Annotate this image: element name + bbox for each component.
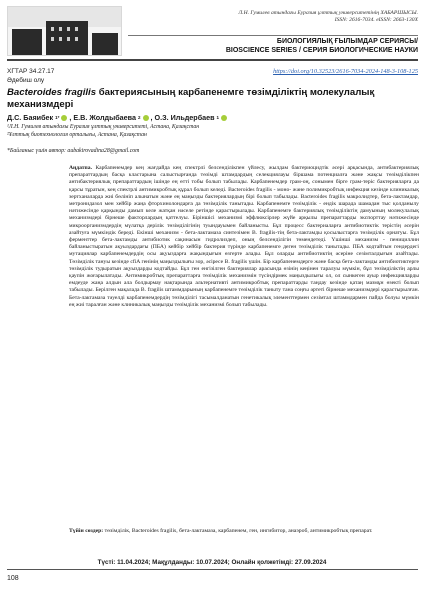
author-1: Д.С. Баяибек — [7, 113, 54, 122]
author-2-sup: 2 — [138, 115, 141, 120]
abstract-text: Карбапенемдер кең жағдайда кең спектрлі белсенділікпен үйлесу, жылдам бактериоцидтік әсері арқасында, антибактериялық препараттардың басқа кластарына салыстырғанда төзімді штамдардың селекциялауы біршама потенциалға және жақсы төзімділікпен антибактериялық препараттардың ішінде ең өтті тобы болып табылады. Карбапенемдер грам-оң, сонымен бірге грам-теріс бактерияларға да қарсы тұратын, кең спектрлі антимикробтық құрал болып келеді. Bacteroides fragilis - моно- және полимикробтық инфекция кезінде клиникалық зертханаларда жиі бөлініп алынатын және ең маңызды бактериялардың бірі болып табылады. Bacteroides fragilis макролидтер, бета-лактамдар, метронидазол мен хейбір жаңа фторхинолондарға да төзімділік танытады. Карбапенемге төзімділік - ендік шарада шамадан тыс қолданылу нәтижесінде қарқынды дамып келе жатқан нәселе ретінде қарастырылады. Карбапенемге бактериялық төзімділіктің дамуының молекулалық механизмдері бірнеше факторлардың қаттелуы. Біріншісі механизмі эффлюксірлер жүйе арқылы препараттарды экспорттау нәтижесінде микроорганизмдердің мүлатқа дерілік төзімділігінің туындауымен байланысты. Бұл процесс бактериаларға антибиотиктік терістің әсерін азайтуға мүмкіндік береді. Екінші механизм - бета-лактамаза синтезімен B. fragilis-тің бета-лактамды қосылыстарға төзімділік орнатуы. Бұл ферменттер бета-лактамды антибиотик сақинасын гидролиздеп, оның белсенділігін төмендетеді. Үшінші механизм - пенициллин байланыстыратын ақуыздардағы (ПБА) кейбір хейбір бактерия түрінде карбапенемге деген төзімділік танытады. ПБА кодтайтын гендердегі мутациялар карбапенемдердің осы ақуыздарға жақындығын өзгерте алады. Бұл оларды антибиотиктің әсеріне сезімталдығын азайтады. Төзімділік тануы кезінде cfiA генінің маңыздылығы зор, әсіресе B. fragilis үшін. Бір карбапенемдерге және басқа бета-лактамды антибиотиктерге төзімділік тудыратын ақуыздарды кодтайды. Бұл ген енгізілген бактериялар арасында өзінің кеңінен таралуы мүмкін, бұл төзімділіктің арлы қаупін жоғарылатады. Антимикробтық препараттарға төзімділік механизмін түсіндірмек маңыздылығы ол, ол сынкеген ауыр инфекцияларды емдеуде жаңа алдын ала болдырмау нақтарында альтернативті антимикробтық препараттарды таңдау кезінде қатаң мазмұн өзекті болып табылады. Берілген мақалада B. fragilis штаммдарының карбапенемге төзімділік таныту тана соңғы әртеті бірнеше механизмдері қарастырылған. Бета-лактамаза тәуелді карбапенемдердің төзімділігі тасымалданатын генетикалық элементтермен сезімтал штаммдармен пайда болуы мүмкін ең жиі таралған және клиникалық маңызды төзімділік механизмі болып табылады. — [69, 165, 419, 308]
issn: ISSN: 2616-7034. eISSN: 2663-130X — [334, 17, 418, 23]
author-3: , О.З. Ильдербаев — [150, 113, 215, 122]
corresponding-email[interactable]: *Байланыс үшін автор: aubakirovadina28@gmail.com — [7, 148, 140, 154]
building-window — [59, 37, 62, 41]
series-kz: БИОЛОГИЯЛЫҚ ҒЫЛЫМДАР СЕРИЯСЫ/ — [276, 38, 418, 45]
building-window — [51, 27, 54, 31]
university-building-photo — [7, 6, 122, 56]
journal-name: Л.Н. Гумилев атындағы Еуразия ұлттық университетінің ХАБАРШЫСЫ. — [238, 10, 418, 16]
abstract-label: Аңдатпа. — [69, 165, 92, 171]
authors — [7, 113, 227, 122]
building-center — [46, 21, 88, 55]
journal-info — [128, 10, 418, 24]
article-type: Әдебиш олу — [7, 77, 45, 84]
publication-dates: Түсті: 11.04.2024; Мақұлданды: 10.07.2024; Онлайн қолжетімді: 27.09.2024 — [97, 559, 327, 566]
building-window — [75, 27, 78, 31]
building-window — [51, 37, 54, 41]
author-1-sup: 1* — [55, 115, 60, 120]
doi-link[interactable]: https://doi.org/10.32523/2616-7034-2024-148-3-108-125 — [273, 68, 418, 75]
orcid-icon[interactable] — [143, 115, 149, 121]
keywords — [69, 528, 419, 535]
abstract — [69, 165, 419, 525]
series-en-ru: BIOSCIENCE SERIES / СЕРИЯ БИОЛОГИЧЕСКИЕ НАУКИ — [225, 46, 418, 54]
building-window — [59, 27, 62, 31]
author-3-sup: 1 — [216, 115, 220, 120]
author-2: , Е.В. Жолдыбаева — [69, 113, 136, 122]
orcid-icon[interactable] — [221, 115, 227, 121]
orcid-icon[interactable] — [61, 115, 67, 121]
affiliation-2: ²Ұлттық биотехнология орталығы, Астана, Қазақстан — [7, 132, 147, 138]
building-window — [67, 37, 70, 41]
footer-divider — [7, 569, 418, 570]
building-right — [92, 33, 118, 55]
building-window — [75, 37, 78, 41]
top-divider — [7, 59, 418, 61]
title-rest: бактериясының карбапенемге төзімділіктің молекулалық механизмдері — [7, 87, 375, 110]
keywords-text: төзімділік, Bacteroides fragilis, бета-лактамаза, карбапенем, ген, ингибитор, анаэроб, антимикробтық препарат. — [103, 528, 373, 534]
building-window — [67, 27, 70, 31]
building-left — [12, 29, 42, 55]
udc-code: ХГТАР 34.27.17 — [7, 68, 55, 75]
header-divider — [128, 35, 418, 36]
journal-series — [128, 38, 418, 55]
article-title — [7, 87, 417, 111]
page-number: 108 — [7, 575, 19, 582]
title-species: Bacteroides fragilis — [7, 87, 97, 98]
affiliation-1: ¹Л.Н. Гумилев атындағы Еуразия ұлттық университеті, Астана, Қазақстан — [7, 124, 200, 130]
keywords-label: Түйін сөздер: — [69, 528, 104, 534]
